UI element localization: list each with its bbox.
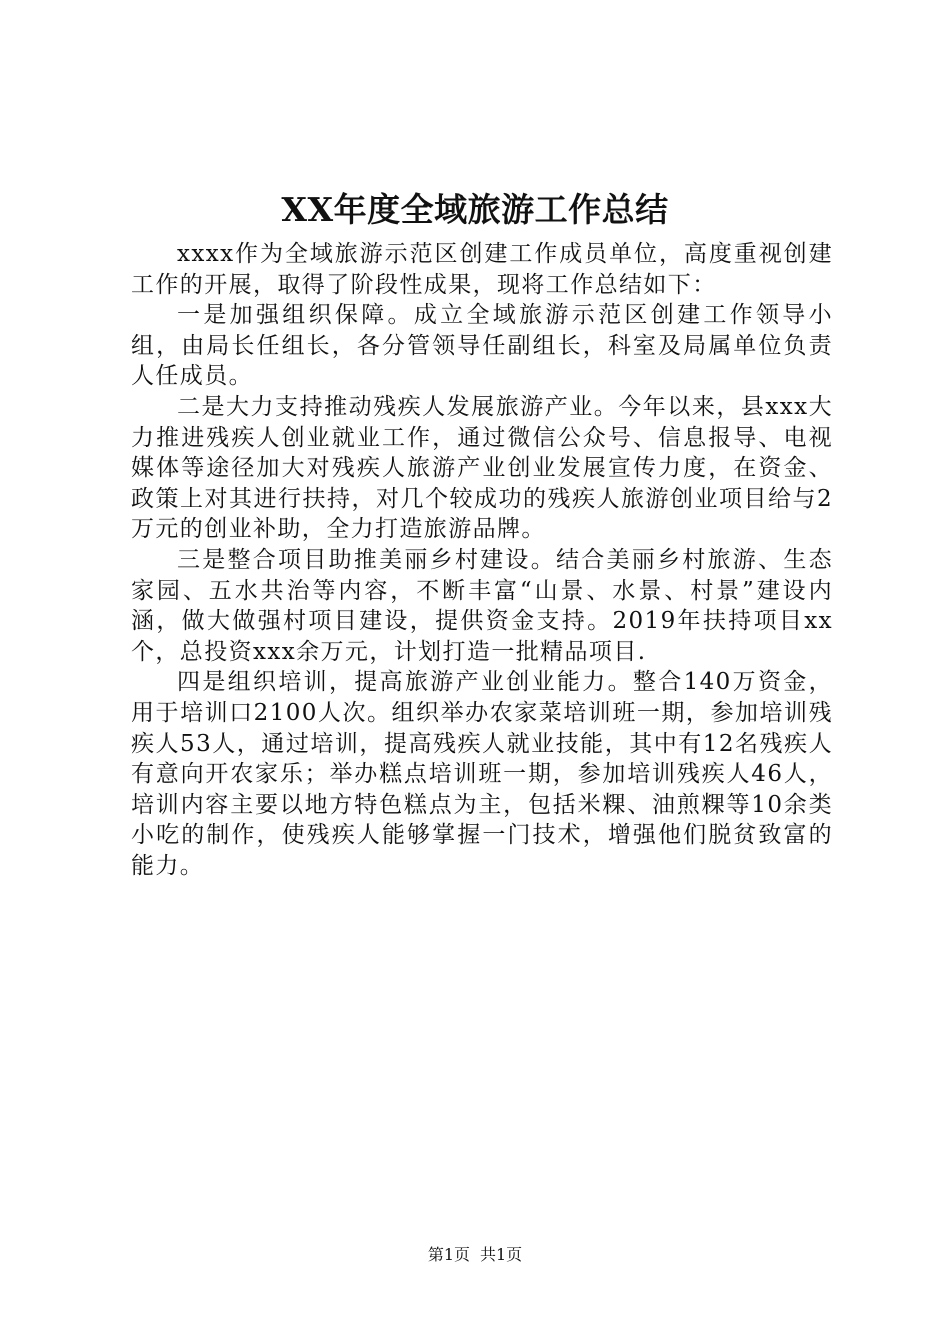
page-footer (0, 1244, 950, 1266)
page-total: 共1页 (480, 1245, 523, 1264)
paragraph-item-2: 二是大力支持推动残疾人发展旅游产业。今年以来，县xxx大力推进残疾人创业就业工作，通过微信公众号、信息报导、电视媒体等途径加大对残疾人旅游产业创业发展宣传力度，在资金、政策上对其进行扶持，对几个较成功的残疾人旅游创业项目给与2万元的创业补助，全力打造旅游品牌。 (131, 393, 833, 543)
paragraph-intro: xxxx作为全域旅游示范区创建工作成员单位，高度重视创建工作的开展，取得了阶段性成果，现将工作总结如下： (131, 241, 833, 298)
paragraph-item-3: 三是整合项目助推美丽乡村建设。结合美丽乡村旅游、生态家园、五水共治等内容，不断丰富“山景、水景、村景”建设内涵，做大做强村项目建设，提供资金支持。2019年扶持项目xx个，总投资xxx余万元，计划打造一批精品项目. (131, 546, 833, 665)
paragraph-item-4: 四是组织培训，提高旅游产业创业能力。整合140万资金，用于培训口2100人次。组织举办农家菜培训班一期，参加培训残疾人53人，通过培训，提高残疾人就业技能，其中有12名残疾人有意向开农家乐；举办糕点培训班一期，参加培训残疾人46人，培训内容主要以地方特色糕点为主，包括米粿、油煎粿等10余类小吃的制作，使残疾人能够掌握一门技术，增强他们脱贫致富的能力。 (131, 669, 833, 879)
page-number: 第1页 (427, 1245, 470, 1264)
document-title: XX年度全域旅游工作总结 (281, 190, 669, 229)
paragraph-item-1: 一是加强组织保障。成立全域旅游示范区创建工作领导小组，由局长任组长，各分管领导任副组长，科室及局属单位负责人任成员。 (131, 302, 833, 390)
document-body (131, 239, 833, 881)
